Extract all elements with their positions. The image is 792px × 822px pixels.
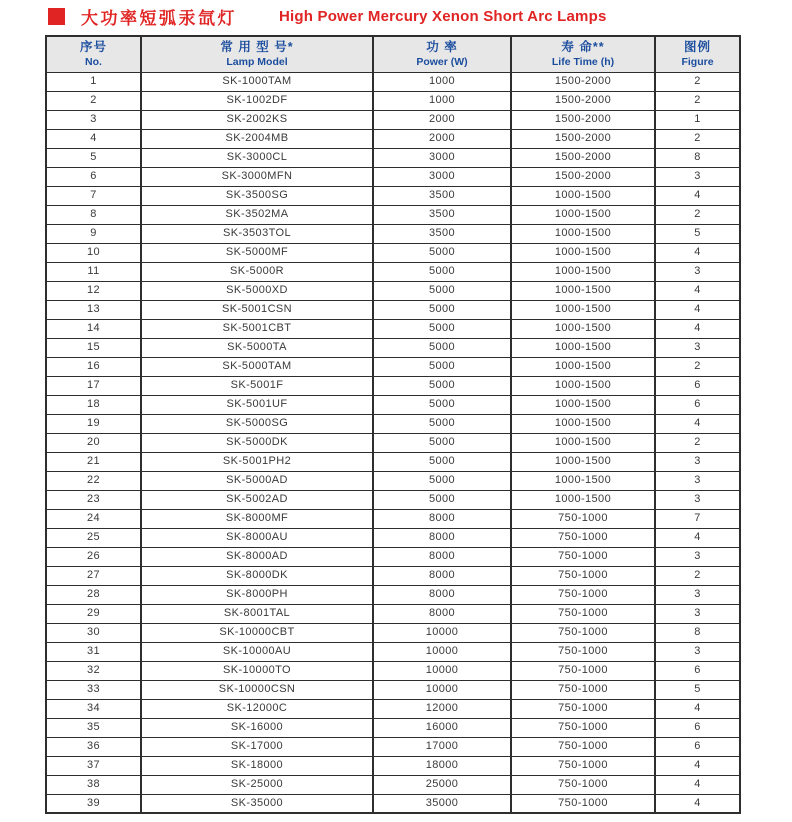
cell-no: 35 <box>46 718 141 737</box>
cell-power: 10000 <box>373 642 511 661</box>
cell-life-time: 750-1000 <box>511 699 655 718</box>
column-header-en: No. <box>85 55 102 68</box>
cell-no: 24 <box>46 509 141 528</box>
table-row <box>46 91 740 110</box>
table-row <box>46 376 740 395</box>
cell-life-time: 1000-1500 <box>511 471 655 490</box>
cell-figure: 3 <box>655 490 740 509</box>
cell-lamp-model: SK-5001CSN <box>141 300 373 319</box>
cell-power: 8000 <box>373 528 511 547</box>
cell-lamp-model: SK-16000 <box>141 718 373 737</box>
cell-figure: 5 <box>655 680 740 699</box>
cell-power: 10000 <box>373 661 511 680</box>
cell-figure: 4 <box>655 300 740 319</box>
column-header-zh: 常 用 型 号* <box>220 39 294 54</box>
cell-life-time: 1500-2000 <box>511 148 655 167</box>
cell-lamp-model: SK-3503TOL <box>141 224 373 243</box>
cell-power: 5000 <box>373 300 511 319</box>
cell-no: 13 <box>46 300 141 319</box>
cell-no: 31 <box>46 642 141 661</box>
cell-lamp-model: SK-10000CSN <box>141 680 373 699</box>
cell-life-time: 750-1000 <box>511 794 655 813</box>
cell-life-time: 750-1000 <box>511 547 655 566</box>
cell-lamp-model: SK-1002DF <box>141 91 373 110</box>
cell-lamp-model: SK-3500SG <box>141 186 373 205</box>
cell-power: 5000 <box>373 395 511 414</box>
cell-power: 5000 <box>373 338 511 357</box>
cell-lamp-model: SK-5000XD <box>141 281 373 300</box>
cell-power: 5000 <box>373 357 511 376</box>
page-header <box>48 0 792 26</box>
cell-lamp-model: SK-8000DK <box>141 566 373 585</box>
cell-no: 27 <box>46 566 141 585</box>
cell-figure: 2 <box>655 357 740 376</box>
cell-figure: 3 <box>655 547 740 566</box>
cell-no: 7 <box>46 186 141 205</box>
cell-no: 19 <box>46 414 141 433</box>
cell-power: 16000 <box>373 718 511 737</box>
cell-life-time: 1000-1500 <box>511 490 655 509</box>
table-row <box>46 72 740 91</box>
cell-figure: 3 <box>655 604 740 623</box>
table-row <box>46 110 740 129</box>
column-header-en: Figure <box>681 55 714 68</box>
cell-power: 10000 <box>373 680 511 699</box>
cell-life-time: 1500-2000 <box>511 167 655 186</box>
cell-figure: 3 <box>655 585 740 604</box>
cell-power: 5000 <box>373 376 511 395</box>
cell-life-time: 750-1000 <box>511 775 655 794</box>
cell-power: 3000 <box>373 148 511 167</box>
cell-life-time: 1000-1500 <box>511 357 655 376</box>
cell-lamp-model: SK-10000AU <box>141 642 373 661</box>
cell-power: 10000 <box>373 623 511 642</box>
cell-life-time: 750-1000 <box>511 661 655 680</box>
cell-life-time: 1000-1500 <box>511 243 655 262</box>
cell-figure: 2 <box>655 91 740 110</box>
cell-no: 15 <box>46 338 141 357</box>
column-header-en: Lamp Model <box>226 55 288 68</box>
cell-power: 25000 <box>373 775 511 794</box>
cell-life-time: 1000-1500 <box>511 186 655 205</box>
column-header-zh: 图例 <box>683 39 711 54</box>
cell-power: 5000 <box>373 490 511 509</box>
table-row <box>46 623 740 642</box>
cell-power: 18000 <box>373 756 511 775</box>
cell-no: 33 <box>46 680 141 699</box>
cell-power: 3500 <box>373 205 511 224</box>
cell-power: 5000 <box>373 452 511 471</box>
column-header-en: Power (W) <box>416 55 468 68</box>
cell-life-time: 1000-1500 <box>511 262 655 281</box>
cell-power: 12000 <box>373 699 511 718</box>
table-row <box>46 300 740 319</box>
cell-lamp-model: SK-35000 <box>141 794 373 813</box>
cell-figure: 6 <box>655 661 740 680</box>
cell-lamp-model: SK-5000R <box>141 262 373 281</box>
cell-figure: 3 <box>655 262 740 281</box>
column-header-zh: 寿 命** <box>561 39 605 54</box>
cell-power: 17000 <box>373 737 511 756</box>
cell-lamp-model: SK-8000AD <box>141 547 373 566</box>
cell-no: 30 <box>46 623 141 642</box>
cell-figure: 4 <box>655 186 740 205</box>
cell-life-time: 1500-2000 <box>511 129 655 148</box>
table-body <box>46 72 740 813</box>
cell-figure: 5 <box>655 224 740 243</box>
cell-figure: 3 <box>655 167 740 186</box>
table-row <box>46 471 740 490</box>
cell-figure: 6 <box>655 395 740 414</box>
cell-lamp-model: SK-3000MFN <box>141 167 373 186</box>
cell-life-time: 750-1000 <box>511 737 655 756</box>
cell-no: 39 <box>46 794 141 813</box>
cell-no: 11 <box>46 262 141 281</box>
table-row <box>46 224 740 243</box>
cell-lamp-model: SK-8000PH <box>141 585 373 604</box>
cell-life-time: 1000-1500 <box>511 338 655 357</box>
cell-life-time: 750-1000 <box>511 604 655 623</box>
cell-lamp-model: SK-5002AD <box>141 490 373 509</box>
cell-life-time: 1500-2000 <box>511 91 655 110</box>
cell-figure: 3 <box>655 642 740 661</box>
cell-no: 10 <box>46 243 141 262</box>
column-header-zh: 功 率 <box>426 39 458 54</box>
cell-lamp-model: SK-12000C <box>141 699 373 718</box>
cell-no: 23 <box>46 490 141 509</box>
cell-no: 8 <box>46 205 141 224</box>
cell-figure: 4 <box>655 775 740 794</box>
cell-lamp-model: SK-8000AU <box>141 528 373 547</box>
cell-power: 5000 <box>373 262 511 281</box>
cell-life-time: 750-1000 <box>511 585 655 604</box>
cell-lamp-model: SK-5000AD <box>141 471 373 490</box>
cell-figure: 6 <box>655 737 740 756</box>
cell-no: 20 <box>46 433 141 452</box>
column-header-en: Life Time (h) <box>551 55 615 68</box>
cell-no: 36 <box>46 737 141 756</box>
cell-life-time: 1000-1500 <box>511 224 655 243</box>
cell-no: 6 <box>46 167 141 186</box>
table-header <box>46 36 740 72</box>
table-row <box>46 642 740 661</box>
cell-figure: 2 <box>655 433 740 452</box>
cell-figure: 2 <box>655 129 740 148</box>
cell-figure: 4 <box>655 794 740 813</box>
cell-figure: 2 <box>655 566 740 585</box>
table-row <box>46 414 740 433</box>
table-row <box>46 243 740 262</box>
cell-no: 32 <box>46 661 141 680</box>
table-row <box>46 699 740 718</box>
cell-life-time: 750-1000 <box>511 642 655 661</box>
cell-figure: 6 <box>655 718 740 737</box>
cell-lamp-model: SK-25000 <box>141 775 373 794</box>
table-row <box>46 661 740 680</box>
cell-no: 37 <box>46 756 141 775</box>
cell-figure: 4 <box>655 528 740 547</box>
table-row <box>46 604 740 623</box>
cell-power: 2000 <box>373 129 511 148</box>
table-row <box>46 395 740 414</box>
cell-life-time: 1000-1500 <box>511 452 655 471</box>
table-row <box>46 509 740 528</box>
cell-lamp-model: SK-5000MF <box>141 243 373 262</box>
cell-no: 5 <box>46 148 141 167</box>
cell-lamp-model: SK-5000TAM <box>141 357 373 376</box>
cell-figure: 4 <box>655 319 740 338</box>
cell-no: 38 <box>46 775 141 794</box>
column-header-life-time <box>511 36 655 72</box>
cell-power: 8000 <box>373 566 511 585</box>
cell-lamp-model: SK-17000 <box>141 737 373 756</box>
cell-no: 9 <box>46 224 141 243</box>
table-row <box>46 357 740 376</box>
column-header-power <box>373 36 511 72</box>
table-row <box>46 528 740 547</box>
table-row <box>46 186 740 205</box>
cell-power: 35000 <box>373 794 511 813</box>
table-row <box>46 680 740 699</box>
cell-life-time: 750-1000 <box>511 756 655 775</box>
cell-life-time: 1000-1500 <box>511 281 655 300</box>
cell-figure: 4 <box>655 699 740 718</box>
cell-power: 5000 <box>373 433 511 452</box>
header-row <box>46 36 740 72</box>
table-row <box>46 129 740 148</box>
cell-figure: 4 <box>655 243 740 262</box>
cell-figure: 4 <box>655 281 740 300</box>
section-marker-icon <box>48 8 65 25</box>
cell-no: 12 <box>46 281 141 300</box>
page-title-chinese: 大功率短弧汞氙灯 <box>81 9 237 28</box>
table-row <box>46 547 740 566</box>
table-row <box>46 148 740 167</box>
cell-figure: 6 <box>655 376 740 395</box>
cell-power: 3500 <box>373 186 511 205</box>
cell-life-time: 1000-1500 <box>511 395 655 414</box>
table-row <box>46 718 740 737</box>
column-header-no <box>46 36 141 72</box>
cell-lamp-model: SK-1000TAM <box>141 72 373 91</box>
cell-no: 29 <box>46 604 141 623</box>
cell-figure: 4 <box>655 414 740 433</box>
cell-figure: 7 <box>655 509 740 528</box>
cell-no: 34 <box>46 699 141 718</box>
cell-figure: 8 <box>655 623 740 642</box>
cell-lamp-model: SK-8000MF <box>141 509 373 528</box>
cell-lamp-model: SK-18000 <box>141 756 373 775</box>
cell-figure: 1 <box>655 110 740 129</box>
table-row <box>46 338 740 357</box>
cell-no: 14 <box>46 319 141 338</box>
cell-no: 22 <box>46 471 141 490</box>
cell-no: 1 <box>46 72 141 91</box>
cell-lamp-model: SK-3502MA <box>141 205 373 224</box>
cell-no: 3 <box>46 110 141 129</box>
cell-lamp-model: SK-5000TA <box>141 338 373 357</box>
table-row <box>46 775 740 794</box>
column-header-lamp-model <box>141 36 373 72</box>
cell-no: 18 <box>46 395 141 414</box>
cell-power: 5000 <box>373 281 511 300</box>
cell-power: 8000 <box>373 604 511 623</box>
table-row <box>46 205 740 224</box>
table-row <box>46 281 740 300</box>
cell-figure: 2 <box>655 205 740 224</box>
table-row <box>46 566 740 585</box>
table-row <box>46 262 740 281</box>
cell-figure: 3 <box>655 452 740 471</box>
column-header-zh: 序号 <box>79 39 107 54</box>
cell-lamp-model: SK-10000CBT <box>141 623 373 642</box>
table-row <box>46 452 740 471</box>
cell-no: 17 <box>46 376 141 395</box>
cell-power: 5000 <box>373 471 511 490</box>
cell-no: 28 <box>46 585 141 604</box>
cell-life-time: 750-1000 <box>511 528 655 547</box>
table-row <box>46 319 740 338</box>
table-row <box>46 167 740 186</box>
cell-power: 3500 <box>373 224 511 243</box>
cell-lamp-model: SK-5001UF <box>141 395 373 414</box>
cell-lamp-model: SK-5001CBT <box>141 319 373 338</box>
cell-life-time: 1000-1500 <box>511 205 655 224</box>
cell-power: 5000 <box>373 243 511 262</box>
column-header-figure <box>655 36 740 72</box>
cell-life-time: 1000-1500 <box>511 319 655 338</box>
cell-lamp-model: SK-2002KS <box>141 110 373 129</box>
table-row <box>46 794 740 813</box>
table-row <box>46 737 740 756</box>
cell-no: 26 <box>46 547 141 566</box>
cell-no: 16 <box>46 357 141 376</box>
cell-life-time: 1000-1500 <box>511 376 655 395</box>
table-row <box>46 756 740 775</box>
cell-life-time: 1500-2000 <box>511 72 655 91</box>
lamp-table <box>45 35 741 814</box>
table-row <box>46 585 740 604</box>
cell-lamp-model: SK-5001PH2 <box>141 452 373 471</box>
cell-power: 3000 <box>373 167 511 186</box>
cell-life-time: 1000-1500 <box>511 414 655 433</box>
cell-figure: 4 <box>655 756 740 775</box>
cell-lamp-model: SK-5000DK <box>141 433 373 452</box>
cell-lamp-model: SK-5000SG <box>141 414 373 433</box>
cell-lamp-model: SK-10000TO <box>141 661 373 680</box>
cell-lamp-model: SK-8001TAL <box>141 604 373 623</box>
cell-figure: 8 <box>655 148 740 167</box>
page-title-english: High Power Mercury Xenon Short Arc Lamps <box>279 8 607 25</box>
table-row <box>46 433 740 452</box>
cell-figure: 3 <box>655 338 740 357</box>
cell-power: 1000 <box>373 72 511 91</box>
cell-no: 21 <box>46 452 141 471</box>
cell-life-time: 750-1000 <box>511 623 655 642</box>
cell-power: 1000 <box>373 91 511 110</box>
cell-power: 8000 <box>373 585 511 604</box>
cell-lamp-model: SK-2004MB <box>141 129 373 148</box>
cell-life-time: 750-1000 <box>511 718 655 737</box>
cell-life-time: 750-1000 <box>511 566 655 585</box>
cell-no: 2 <box>46 91 141 110</box>
cell-life-time: 750-1000 <box>511 509 655 528</box>
cell-life-time: 1500-2000 <box>511 110 655 129</box>
cell-power: 5000 <box>373 319 511 338</box>
cell-figure: 2 <box>655 72 740 91</box>
cell-lamp-model: SK-3000CL <box>141 148 373 167</box>
cell-no: 4 <box>46 129 141 148</box>
table-row <box>46 490 740 509</box>
cell-power: 8000 <box>373 509 511 528</box>
cell-lamp-model: SK-5001F <box>141 376 373 395</box>
cell-life-time: 1000-1500 <box>511 300 655 319</box>
cell-no: 25 <box>46 528 141 547</box>
cell-power: 8000 <box>373 547 511 566</box>
cell-power: 5000 <box>373 414 511 433</box>
cell-figure: 3 <box>655 471 740 490</box>
cell-power: 2000 <box>373 110 511 129</box>
cell-life-time: 1000-1500 <box>511 433 655 452</box>
cell-life-time: 750-1000 <box>511 680 655 699</box>
